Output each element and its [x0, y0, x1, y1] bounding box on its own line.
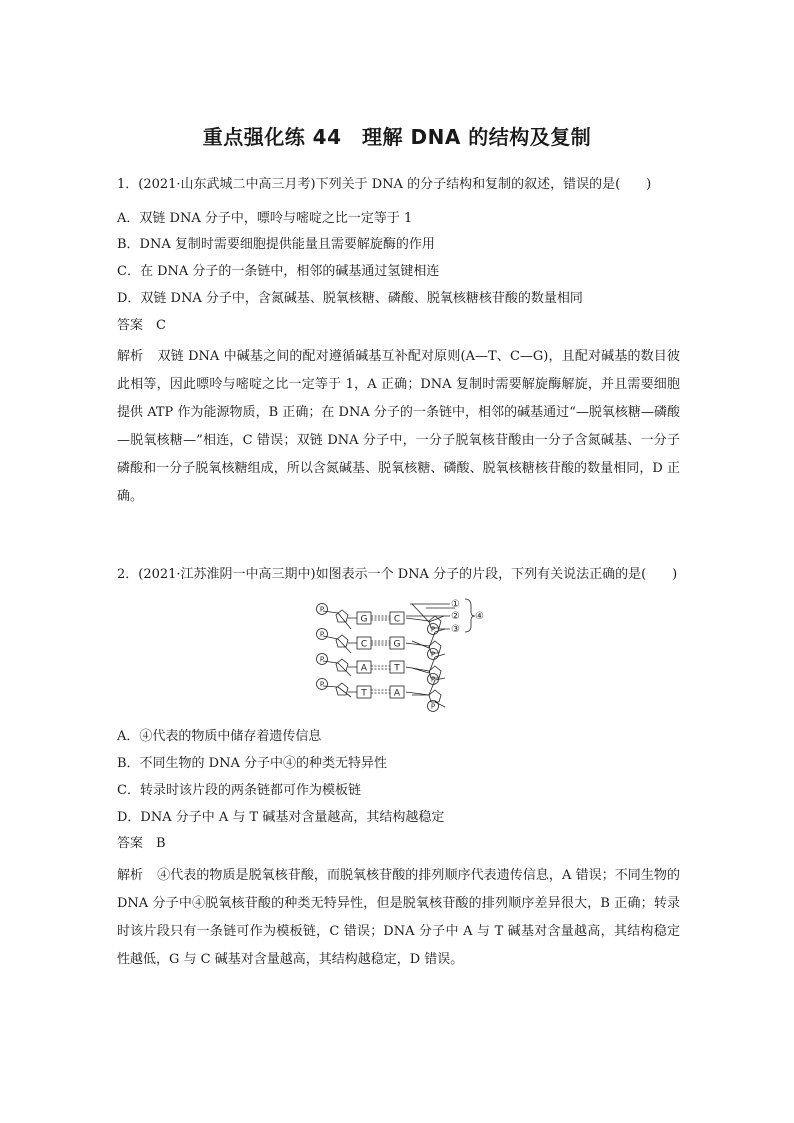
- phosphate-label: P: [430, 625, 436, 634]
- callout-3: ③: [451, 624, 460, 635]
- phosphate-label: P: [319, 680, 325, 689]
- q2-option-a: A．④代表的物质中储存着遗传信息: [117, 729, 322, 744]
- page-title: 重点强化练 44 理解 DNA 的结构及复制: [202, 125, 592, 149]
- base-right-4: A: [393, 688, 401, 699]
- callout-group-label: ④: [475, 611, 484, 622]
- base-left-2: C: [360, 639, 368, 650]
- q1-answer: 答案 C: [117, 318, 166, 333]
- q1-option-c: C．在 DNA 分子的一条链中，相邻的碱基通过氢键相连: [117, 264, 440, 279]
- phosphate-label: P: [430, 702, 436, 711]
- q1-option-b: B．DNA 复制时需要细胞提供能量且需要解旋酶的作用: [117, 237, 435, 252]
- phosphate-label: P: [319, 605, 325, 614]
- q2-analysis-text: ④代表的物质是脱氧核苷酸，而脱氧核苷酸的排列顺序代表遗传信息，A 错误；不同生物的 DNA 分子中④脱氧核苷酸的种类无特异性，但是脱氧核苷酸的排列顺序差异很大，B 正确；转录时该片段只有一条链可作为模板链，C 错误；DNA 分子中 A 与 T 碱基对含量越高，其结构稳定性越低，G 与 C 碱基对含量越高，其结构越稳定，D 错误。: [117, 868, 680, 967]
- q1-stem: 1．(2021·山东武城二中高三月考)下列关于 DNA 的分子结构和复制的叙述，错误的是( ): [117, 177, 652, 192]
- phosphate-label: P: [430, 675, 436, 684]
- phosphate-label: P: [430, 650, 436, 659]
- phosphate-label: P: [319, 630, 325, 639]
- q2-option-b: B．不同生物的 DNA 分子中④的种类无特异性: [117, 756, 388, 771]
- base-right-2: G: [393, 639, 401, 650]
- base-right-3: T: [394, 663, 400, 674]
- q1-analysis: [117, 343, 680, 511]
- q2-analysis: [117, 862, 680, 974]
- q1-option-d: D．双链 DNA 分子中，含氮碱基、脱氧核糖、磷酸、脱氧核糖核苷酸的数量相同: [117, 291, 583, 306]
- q2-option-d: D．DNA 分子中 A 与 T 碱基对含量越高，其结构越稳定: [117, 810, 445, 825]
- q2-option-c: C．转录时该片段的两条链都可作为模板链: [117, 783, 361, 798]
- callout-1: ①: [451, 599, 460, 610]
- dna-fragment-diagram: [313, 596, 488, 718]
- q1-analysis-text: 双链 DNA 中碱基之间的配对遵循碱基互补配对原则(A—T、C—G)，且配对碱基的数目彼此相等，因此嘌呤与嘧啶之比一定等于 1，A 正确；DNA 复制时需要解旋酶解旋，并且需要细胞提供 ATP 作为能源物质，B 正确；在 DNA 分子的一条链中，相邻的碱基通过“—脱氧核糖—磷酸—脱氧核糖—”相连，C 错误；双链 DNA 分子中，一分子脱氧核苷酸由一分子含氮碱基、一分子磷酸和一分子脱氧核糖组成，所以含氮碱基、脱氧核糖、磷酸、脱氧核糖核苷酸的数量相同，D 正确。: [117, 349, 680, 504]
- base-left-1: G: [360, 614, 368, 625]
- q2-stem: 2．(2021·江苏淮阴一中高三期中)如图表示一个 DNA 分子的片段，下列有关说法正确的是( ): [117, 567, 678, 582]
- base-left-3: A: [360, 663, 368, 674]
- phosphate-label: P: [319, 655, 325, 664]
- base-left-4: T: [361, 688, 367, 699]
- base-right-1: C: [393, 614, 401, 625]
- callout-2: ②: [451, 611, 460, 622]
- q2-answer: 答案 B: [117, 836, 166, 851]
- q1-option-a: A．双链 DNA 分子中，嘌呤与嘧啶之比一定等于 1: [117, 211, 413, 226]
- q1-analysis-label: 解析: [117, 349, 144, 364]
- q2-analysis-label: 解析: [117, 868, 144, 883]
